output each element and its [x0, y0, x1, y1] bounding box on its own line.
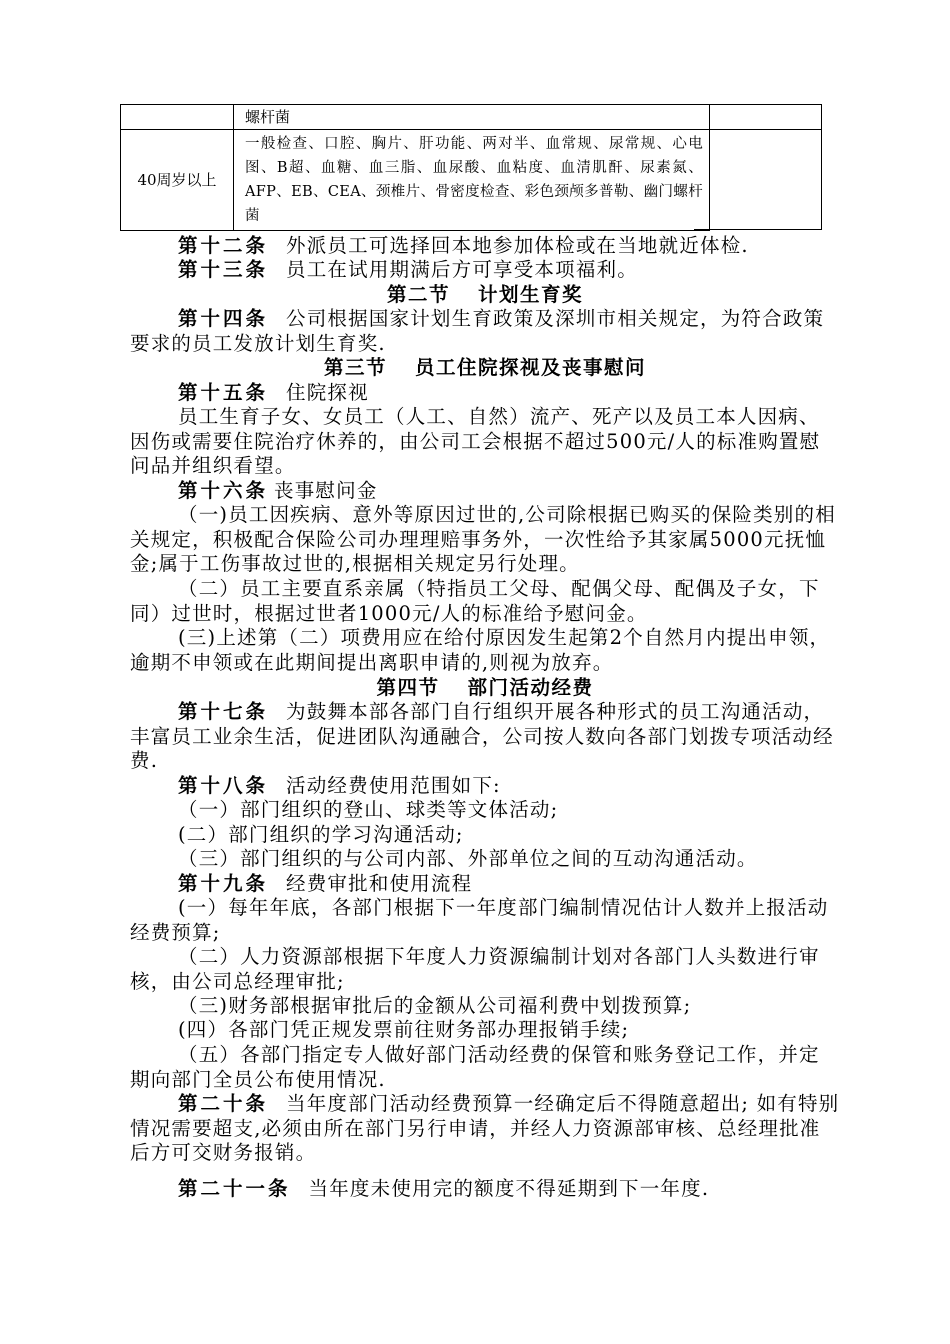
article-12 — [130, 234, 840, 259]
article-text: 公司根据国家计划生育政策及深圳市相关规定，为符合政策要求的员工发放计划生育奖. — [130, 307, 825, 355]
article-13 — [130, 258, 840, 283]
article-16-item-1: （一)员工因疾病、意外等原因过世的,公司除根据已购买的保险类别的相关规定，积极配合保险公司办理理赔事务外，一次性给予其家属5000元抚恤金;属于工伤事故过世的,根据相关规定另行处理。 — [130, 503, 836, 575]
article-16-item-3: (三)上述第（二）项费用应在给付原因发生起第2个自然月内提出申领，逾期不申领或在此期间提出离职申请的,则视为放弃。 — [130, 626, 831, 674]
article-label: 第十五条 — [178, 381, 269, 404]
article-label: 第十二条 — [178, 234, 269, 257]
article-18-item-1: （一）部门组织的登山、球类等文体活动; — [178, 798, 559, 821]
table-cell-items: 螺杆菌 — [234, 105, 710, 130]
article-16-item-2: （二）员工主要直系亲属（特指员工父母、配偶父母、配偶及子女，下同）过世时，根据过世者1000元/人的标准给予慰问金。 — [130, 577, 820, 625]
section-heading: 第三节 员工住院探视及丧事慰问 — [323, 356, 647, 379]
article-text: 外派员工可选择回本地参加体检或在当地就近体检. — [286, 234, 749, 257]
table-row — [121, 130, 710, 231]
table-cell-age — [121, 105, 234, 130]
article-label: 第十八条 — [178, 774, 269, 797]
article-title: 丧事慰问金 — [274, 479, 378, 502]
article-19-item-5: （五）各部门指定专人做好部门活动经费的保管和账务登记工作，并定期向部门全员公布使用情况. — [130, 1043, 820, 1091]
section-heading: 第二节 计划生育奖 — [386, 283, 584, 306]
article-14 — [130, 307, 840, 356]
article-18 — [130, 774, 840, 799]
article-label: 第十六条 — [178, 479, 269, 502]
article-text: 当年度未使用完的额度不得延期到下一年度. — [308, 1177, 710, 1200]
article-title: 住院探视 — [286, 381, 369, 404]
article-title: 活动经费使用范围如下: — [286, 774, 501, 797]
article-15-body: 员工生育子女、女员工（人工、自然）流产、死产以及员工本人因病、因伤或需要住院治疗休养的，由公司工会根据不超过500元/人的标准购置慰问品并组织看望。 — [130, 405, 821, 477]
article-16 — [130, 479, 840, 504]
table-cell-age: 40周岁以上 — [121, 130, 234, 231]
article-text: 员工在试用期满后方可享受本项福利。 — [286, 258, 638, 281]
article-label: 第二十条 — [178, 1092, 269, 1115]
article-label: 第十四条 — [178, 307, 269, 330]
article-text: 当年度部门活动经费预算一经确定后不得随意超出; 如有特别情况需要超支,必须由所在部门另行申请，并经人力资源部审核、总经理批准后方可交财务报销。 — [130, 1092, 840, 1164]
section-heading: 第四节 部门活动经费 — [376, 676, 594, 699]
article-19-item-1: (一）每年年底，各部门根据下一年度部门编制情况估计人数并上报活动经费预算; — [130, 896, 829, 944]
article-17 — [130, 700, 840, 774]
article-19-item-3: （三)财务部根据审批后的金额从公司福利费中划拨预算; — [178, 994, 692, 1017]
exam-items-table — [120, 104, 710, 231]
table-cell-items: 一般检查、口腔、胸片、肝功能、两对半、血常规、尿常规、心电图、B超、血糖、血三脂、血尿酸、血粘度、血清肌酐、尿素氮、AFP、EB、CEA、颈椎片、骨密度检查、彩色颈颅多普勒、幽门螺杆菌 — [234, 130, 710, 231]
article-15 — [130, 381, 840, 406]
article-19-item-4: (四）各部门凭正规发票前往财务部办理报销手续; — [178, 1018, 630, 1041]
article-21 — [130, 1177, 840, 1202]
article-text: 为鼓舞本部各部门自行组织开展各种形式的员工沟通活动，丰富员工业余生活，促进团队沟通融合，公司按人数向各部门划拨专项活动经费. — [130, 700, 834, 772]
table-remarks-column — [694, 104, 822, 230]
article-label: 第十七条 — [178, 700, 269, 723]
article-19 — [130, 872, 840, 897]
article-label: 第十三条 — [178, 258, 269, 281]
article-18-item-2: (二）部门组织的学习沟通活动; — [178, 823, 464, 846]
article-18-item-3: （三）部门组织的与公司内部、外部单位之间的互动沟通活动。 — [178, 847, 758, 870]
table-row — [121, 105, 710, 130]
article-19-item-2: （二）人力资源部根据下年度人力资源编制计划对各部门人头数进行审核，由公司总经理审批; — [130, 945, 820, 993]
article-title: 经费审批和使用流程 — [286, 872, 473, 895]
article-label: 第二十一条 — [178, 1177, 291, 1200]
article-label: 第十九条 — [178, 872, 269, 895]
article-20 — [130, 1092, 840, 1166]
